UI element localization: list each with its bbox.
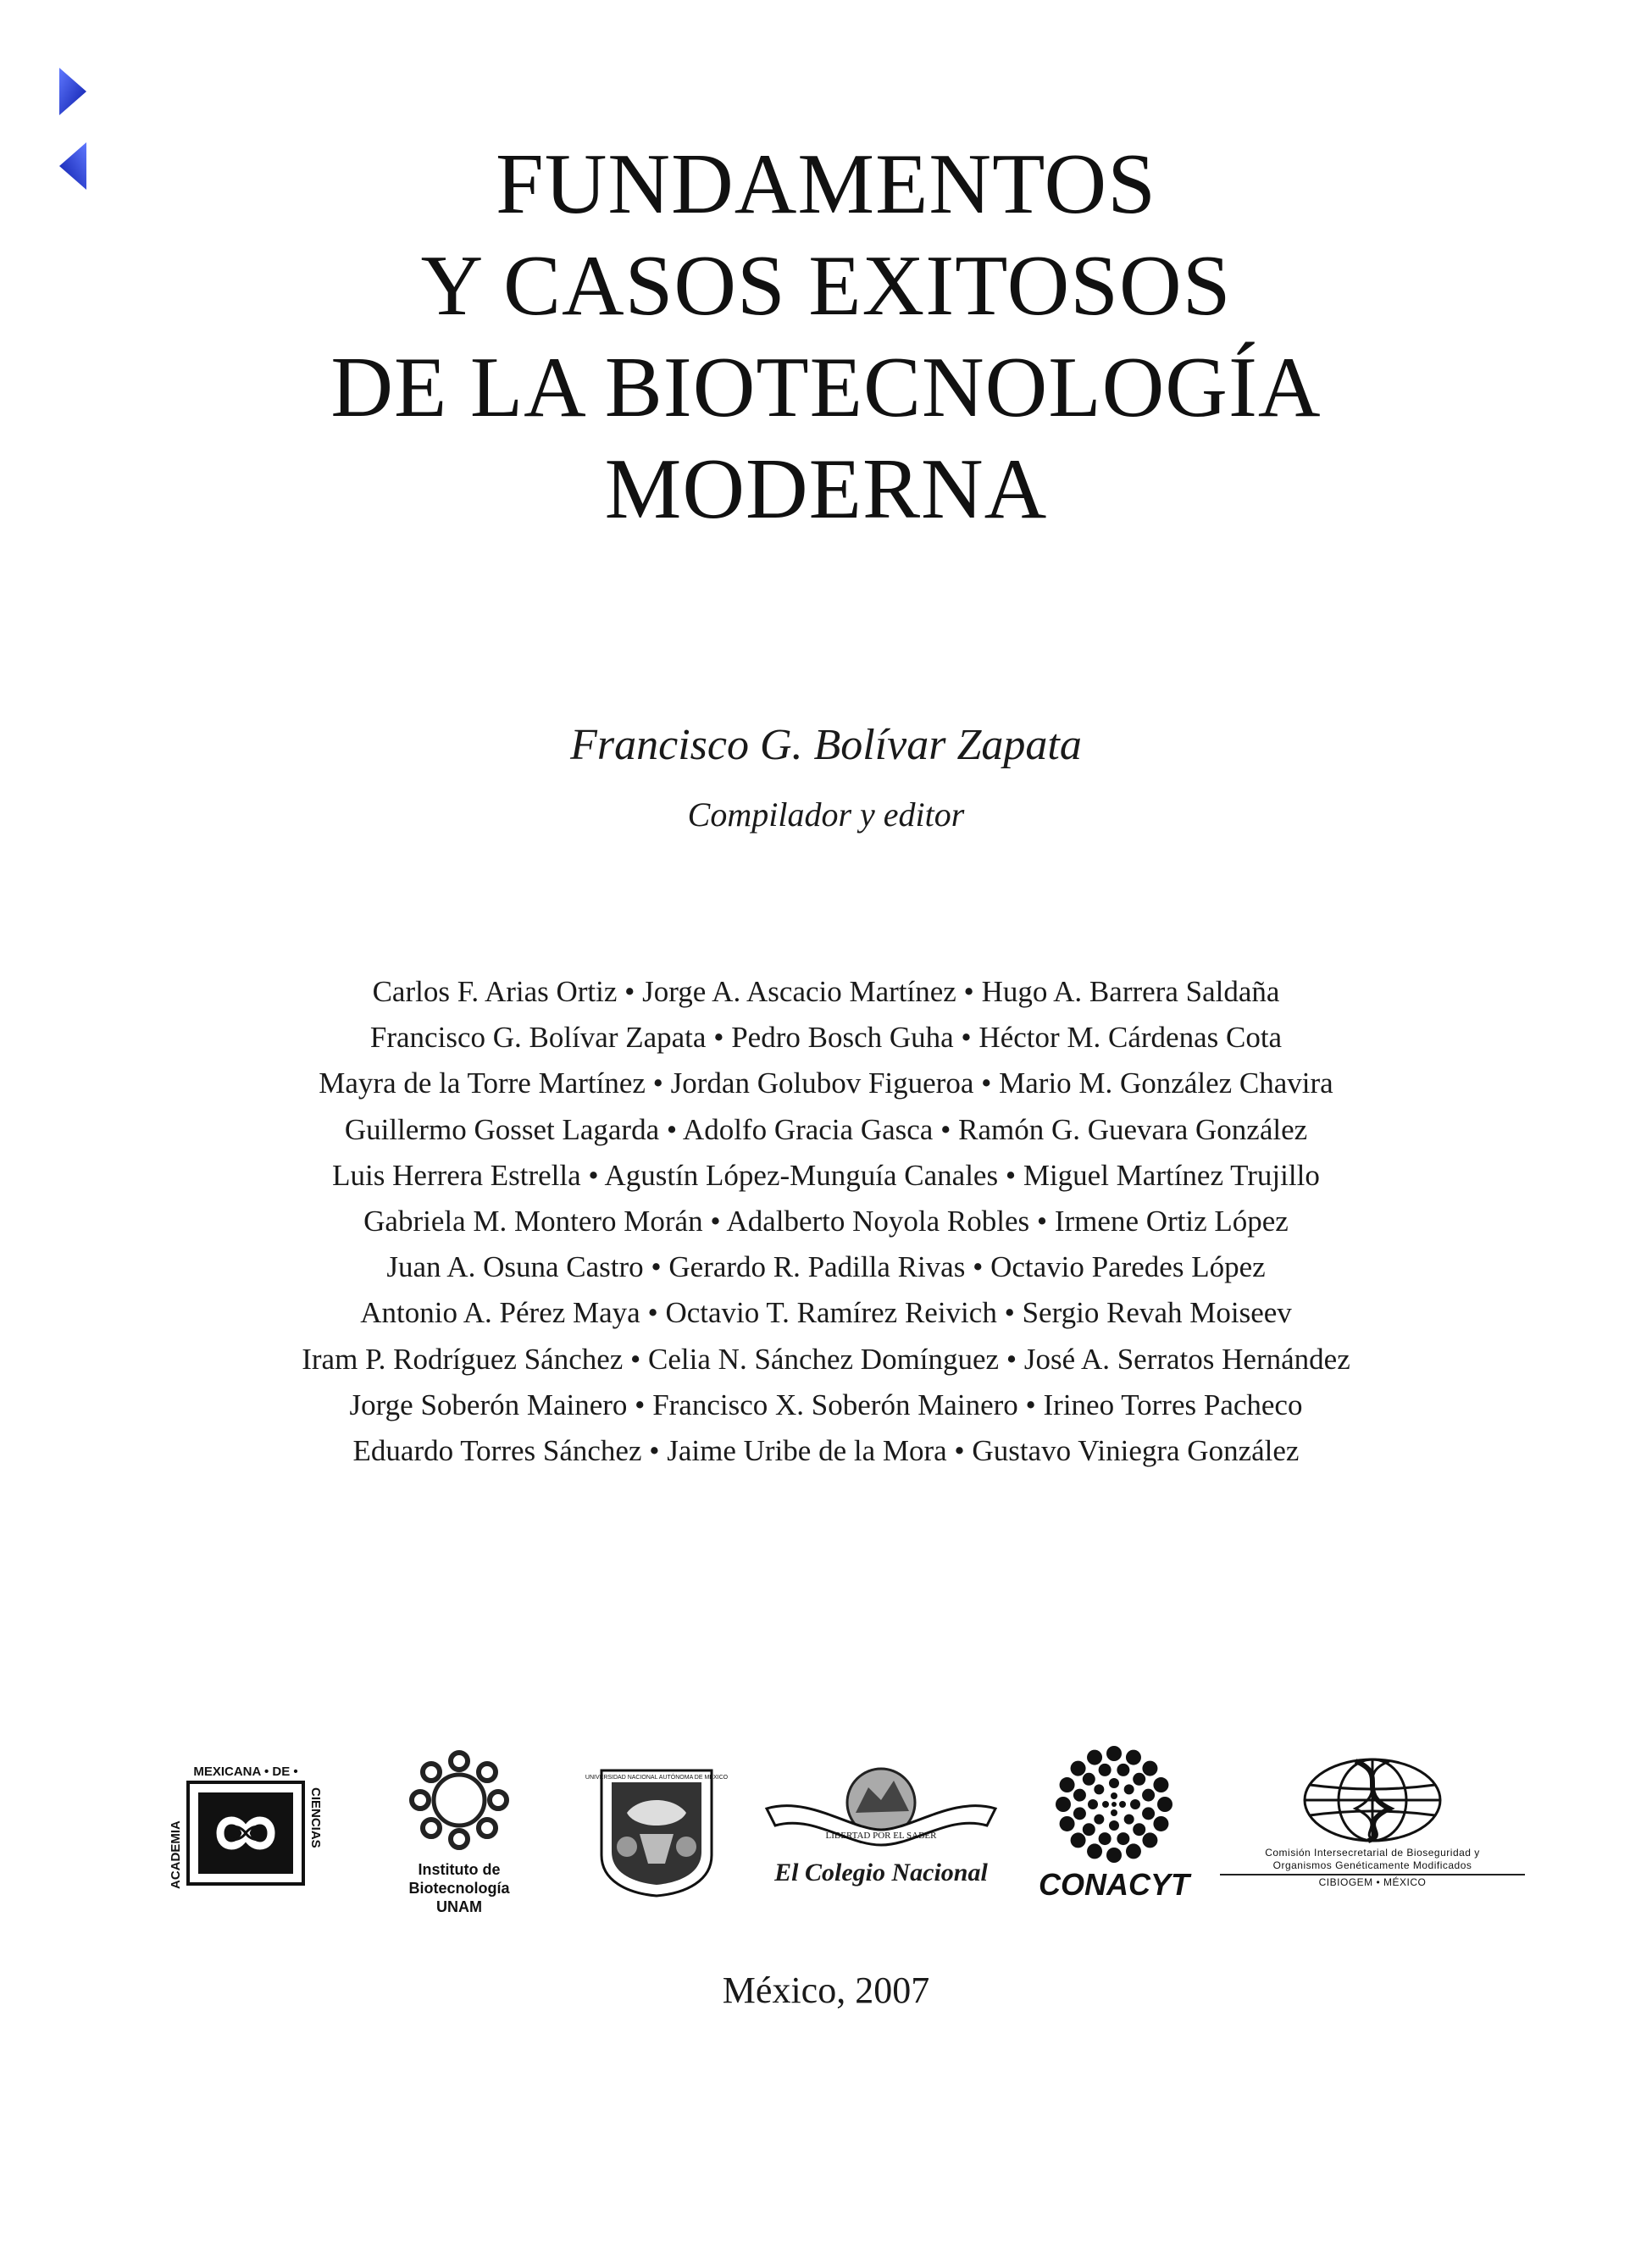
author-line: Antonio A. Pérez Maya • Octavio T. Ramírez Reivich • Sergio Revah Moiseev — [360, 1296, 1292, 1330]
svg-text:MEXICANA • DE •: MEXICANA • DE • — [193, 1765, 298, 1779]
title-line: Y CASOS EXITOSOS — [420, 238, 1232, 334]
conacyt-logo — [1034, 1745, 1195, 1906]
ibt-caption-line1: Instituto de Biotecnología — [408, 1861, 510, 1897]
svg-text:CIENCIAS: CIENCIAS — [308, 1787, 323, 1848]
next-page-arrow-icon[interactable] — [56, 66, 90, 117]
el-colegio-nacional-logo — [758, 1762, 1004, 1906]
cibiogem-caption-line1: Comisión Intersecretarial de Bioseguridad y — [1265, 1847, 1480, 1859]
author-line: Carlos F. Arias Ortiz • Jorge A. Ascacio Martínez • Hugo A. Barrera Saldaña — [372, 975, 1280, 1008]
ibt-caption-line2: UNAM — [436, 1898, 482, 1915]
title-line: DE LA BIOTECNOLOGÍA — [330, 340, 1322, 435]
unam-seal — [585, 1762, 729, 1898]
author-list — [0, 969, 1652, 1474]
svg-text:UNIVERSIDAD NACIONAL AUTÓNOMA: UNIVERSIDAD NACIONAL AUTÓNOMA DE MÉXICO — [585, 1775, 729, 1781]
author-line: Francisco G. Bolívar Zapata • Pedro Bosch Guha • Héctor M. Cárdenas Cota — [369, 1021, 1283, 1055]
author-line: Juan A. Osuna Castro • Gerardo R. Padilla Rivas • Octavio Paredes López — [386, 1250, 1266, 1284]
publication-place-date: México, 2007 — [722, 1970, 930, 2011]
book-title — [0, 134, 1652, 540]
editor-name: Francisco G. Bolívar Zapata — [570, 721, 1082, 769]
cibiogem-caption-line3: CIBIOGEM • MÉXICO — [1318, 1876, 1427, 1888]
author-line: Jorge Soberón Mainero • Francisco X. Soberón Mainero • Irineo Torres Pacheco — [349, 1388, 1303, 1421]
cibiogem-divider — [1220, 1874, 1525, 1875]
author-line: Iram P. Rodríguez Sánchez • Celia N. Sánchez Domínguez • José A. Serratos Hernández — [302, 1342, 1350, 1376]
conacyt-caption: CONACYT — [1039, 1867, 1189, 1902]
author-line: Guillermo Gosset Lagarda • Adolfo Gracia Gasca • Ramón G. Guevara González — [344, 1112, 1308, 1146]
title-line: FUNDAMENTOS — [496, 136, 1156, 232]
academia-mexicana-de-ciencias-logo — [161, 1754, 330, 1906]
instituto-de-biotecnologia-logo — [366, 1745, 552, 1915]
author-line: Gabriela M. Montero Morán • Adalberto Noyola Robles • Irmene Ortiz López — [363, 1205, 1289, 1238]
author-line: Eduardo Torres Sánchez • Jaime Uribe de la Mora • Gustavo Viniegra González — [352, 1434, 1300, 1468]
svg-text:LIBERTAD POR EL SABER: LIBERTAD POR EL SABER — [825, 1831, 937, 1841]
institution-logos — [0, 1745, 1652, 1915]
cibiogem-caption-line2: Organismos Genéticamente Modificados — [1272, 1859, 1472, 1871]
editor-role: Compilador y editor — [687, 795, 965, 834]
svg-text:ACADEMIA: ACADEMIA — [169, 1820, 183, 1889]
cibiogem-globe-logo — [1220, 1754, 1525, 1906]
el-colegio-nacional-caption: El Colegio Nacional — [774, 1859, 988, 1886]
author-line: Luis Herrera Estrella • Agustín López-Munguía Canales • Miguel Martínez Trujillo — [332, 1158, 1320, 1192]
title-line: MODERNA — [604, 441, 1048, 537]
author-line: Mayra de la Torre Martínez • Jordan Golubov Figueroa • Mario M. González Chavira — [319, 1067, 1333, 1100]
